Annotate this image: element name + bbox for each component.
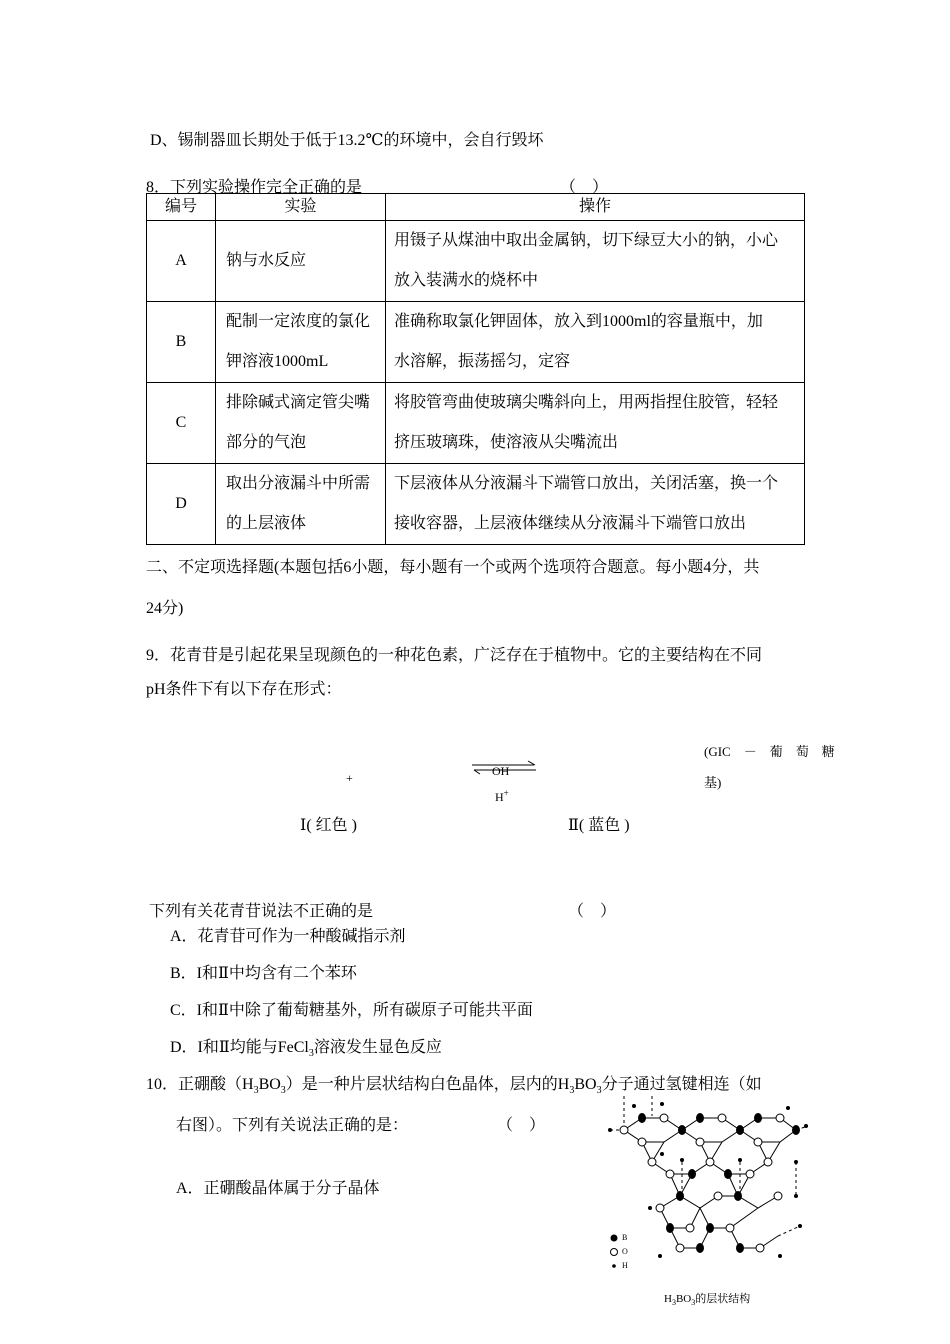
q10-stem-line1: 10．正硼酸$(H_3BO_3)$是一种片层状结构白色晶体，层内的$H_3BO_3$分子通过氢键相连（如 xyxy=(146,1076,762,1097)
table-row xyxy=(147,383,805,464)
q9-option-b: B．I和Ⅱ中均含有二个苯环 xyxy=(170,965,357,982)
prev-option-d: D、锡制器皿长期处于低于13.2℃的环境中，会自行毁坏 xyxy=(150,132,544,149)
section2-heading: 二、不定项选择题(本题包括6小题，每小题有一个或两个选项符合题意。每小题4分，共 xyxy=(146,559,760,576)
form-ii-label: Ⅱ( 蓝色 ) xyxy=(568,817,630,834)
q9-stem-line2: pH条件下有以下存在形式： xyxy=(146,681,342,698)
q10-answer-paren: （ ） xyxy=(497,1117,546,1134)
row-experiment: 取出分液漏斗中所需 的上层液体 xyxy=(216,464,386,545)
header-number: 编号 xyxy=(147,194,216,221)
header-operation: 操作 xyxy=(386,194,805,221)
row-operation: 下层液体从分液漏斗下端管口放出，关闭活塞，换一个 接收容器，上层液体继续从分液漏斗下端管口放出 xyxy=(386,464,805,545)
row-experiment: 排除碱式滴定管尖嘴 部分的气泡 xyxy=(216,383,386,464)
table-header-row xyxy=(147,194,805,221)
q10-stem-line2: 右图）。下列有关说法正确的是： xyxy=(176,1117,409,1134)
q9-option-c: C．I和Ⅱ中除了葡萄糖基外，所有碳原子可能共平面 xyxy=(170,1002,533,1019)
table-row xyxy=(147,302,805,383)
legend-hydrogen: H xyxy=(622,1261,628,1270)
q10-option-a: A．正硼酸晶体属于分子晶体 xyxy=(176,1180,380,1197)
q9-stem-line1: 9．花青苷是引起花果呈现颜色的一种花色素，广泛存在于植物中。它的主要结构在不同 xyxy=(146,647,763,664)
boric-acid-lattice-diagram xyxy=(600,1096,810,1282)
legend-oxygen: O xyxy=(622,1247,628,1256)
row-experiment: 配制一定浓度的氯化 钾溶液1000mL xyxy=(216,302,386,383)
header-experiment: 实验 xyxy=(216,194,386,221)
row-operation: 准确称取氯化钾固体，放入到1000ml的容量瓶中，加 水溶解，振荡摇匀，定容 xyxy=(386,302,805,383)
row-operation: 将胶管弯曲使玻璃尖嘴斜向上，用两指捏住胶管，轻轻 挤压玻璃珠，使溶液从尖嘴流出 xyxy=(386,383,805,464)
h-reagent: H+ xyxy=(495,788,509,804)
gic-note-cont: 基) xyxy=(704,775,722,790)
lattice-caption: $H_3BO_3$的层状结构 xyxy=(664,1293,751,1308)
q8-answer-paren: （ ） xyxy=(560,179,609,196)
row-id: C xyxy=(147,383,216,464)
section2-heading-cont: 24分) xyxy=(146,600,184,617)
row-id: D xyxy=(147,464,216,545)
row-id: A xyxy=(147,221,216,302)
table-row xyxy=(147,464,805,545)
row-experiment: 钠与水反应 xyxy=(216,221,386,302)
q8-table xyxy=(146,193,805,545)
form-i-label: Ⅰ( 红色 ) xyxy=(300,817,357,834)
row-id: B xyxy=(147,302,216,383)
oh-reagent: OH xyxy=(492,764,510,778)
row-operation: 用镊子从煤油中取出金属钠，切下绿豆大小的钠，小心 放入装满水的烧杯中 xyxy=(386,221,805,302)
legend-boron: B xyxy=(622,1233,628,1242)
table-row xyxy=(147,221,805,302)
plus-charge: + xyxy=(346,771,353,785)
q9-option-a: A．花青苷可作为一种酸碱指示剂 xyxy=(170,928,406,945)
q8-stem: 8．下列实验操作完全正确的是 xyxy=(146,179,363,196)
q9-option-d: D．I和Ⅱ均能与FeCl$_3$溶液发生显色反应 xyxy=(170,1039,442,1060)
q9-answer-paren: （ ） xyxy=(568,903,617,920)
gic-note: (GIC － 葡 萄 糖 xyxy=(704,744,835,759)
q9-question: 下列有关花青苷说法不正确的是 xyxy=(149,903,374,920)
